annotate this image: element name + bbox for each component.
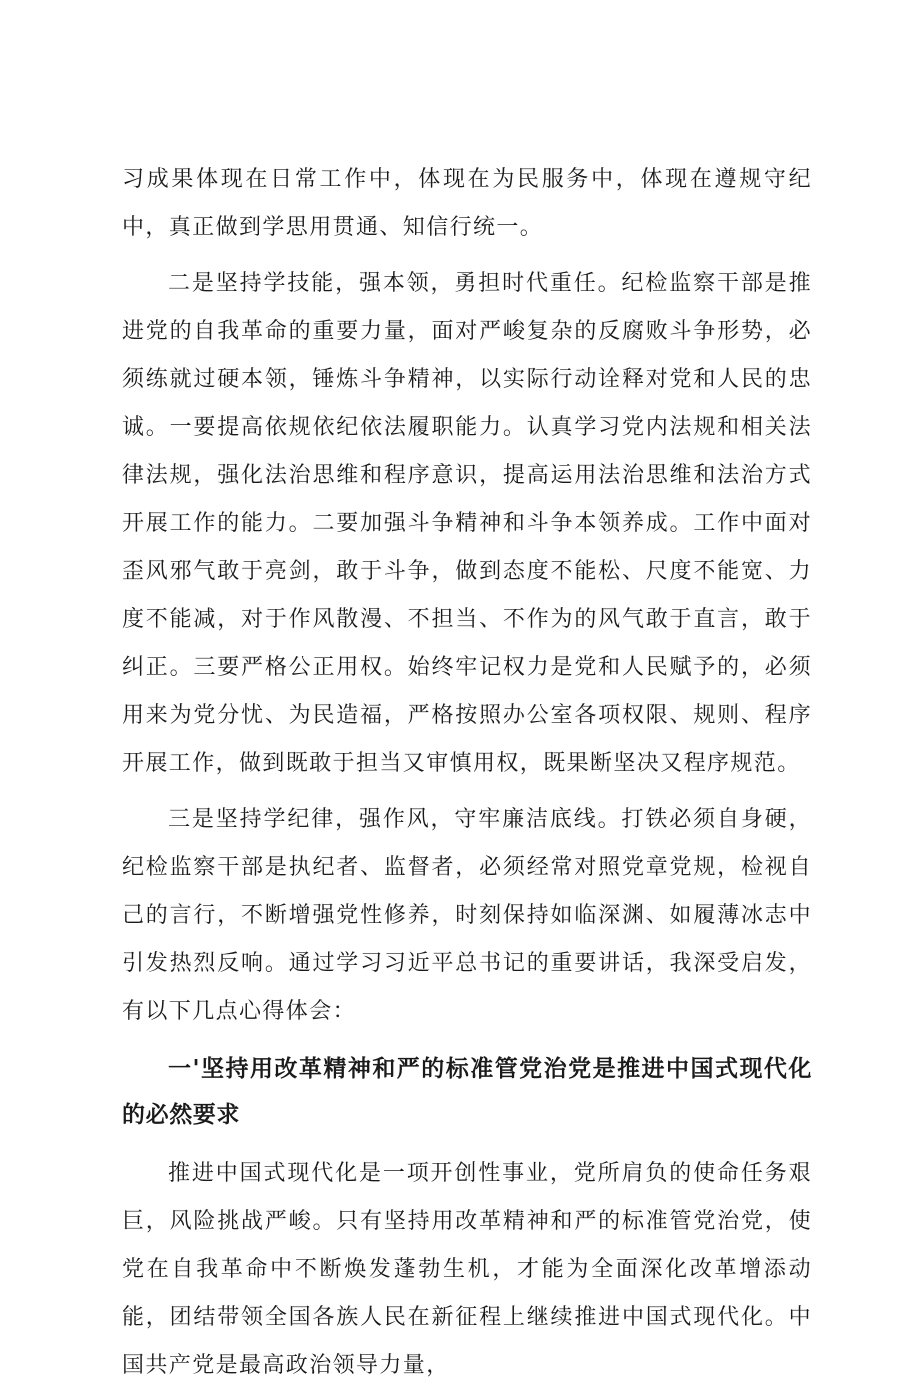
document-body [122,156,812,1390]
paragraph-discipline: 三是坚持学纪律，强作风，守牢廉洁底线。打铁必须自身硬，纪检监察干部是执纪者、监督者，必须经常对照党章党规，检视自己的言行，不断增强党性修养，时刻保持如临深渊、如履薄冰志中引发热烈反响。通过学习习近平总书记的重要讲话，我深受启发，有以下几点心得体会： [122,807,812,1024]
paragraph-continued: 习成果体现在日常工作中，体现在为民服务中，体现在遵规守纪中，真正做到学思用贯通、知信行统一。 [122,167,812,240]
paragraph-skills: 二是坚持学技能，强本领，勇担时代重任。纪检监察干部是推进党的自我革命的重要力量，面对严峻复杂的反腐败斗争形势，必须练就过硬本领，锤炼斗争精神，以实际行动诠释对党和人民的忠诚。一要提高依规依纪依法履职能力。认真学习党内法规和相关法律法规，强化法治思维和程序意识，提高运用法治思维和法治方式开展工作的能力。二要加强斗争精神和斗争本领养成。工作中面对歪风邪气敢于亮剑，敢于斗争，做到态度不能松、尺度不能宽、力度不能减，对于作风散漫、不担当、不作为的风气敢于直言，敢于纠正。三要严格公正用权。始终牢记权力是党和人民赋予的，必须用来为党分忧、为民造福，严格按照办公室各项权限、规则、程序开展工作，做到既敢于担当又审慎用权，既果断坚决又程序规范。 [122,271,812,776]
section-heading: 一'坚持用改革精神和严的标准管党治党是推进中国式现代化的必然要求 [122,1056,812,1128]
paragraph-modernization: 推进中国式现代化是一项开创性事业，党所肩负的使命任务艰巨，风险挑战严峻。只有坚持用改革精神和严的标准管党治党，使党在自我革命中不断焕发蓬勃生机，才能为全面深化改革增添动能，团结带领全国各族人民在新征程上继续推进中国式现代化。中国共产党是最高政治领导力量， [122,1161,812,1378]
